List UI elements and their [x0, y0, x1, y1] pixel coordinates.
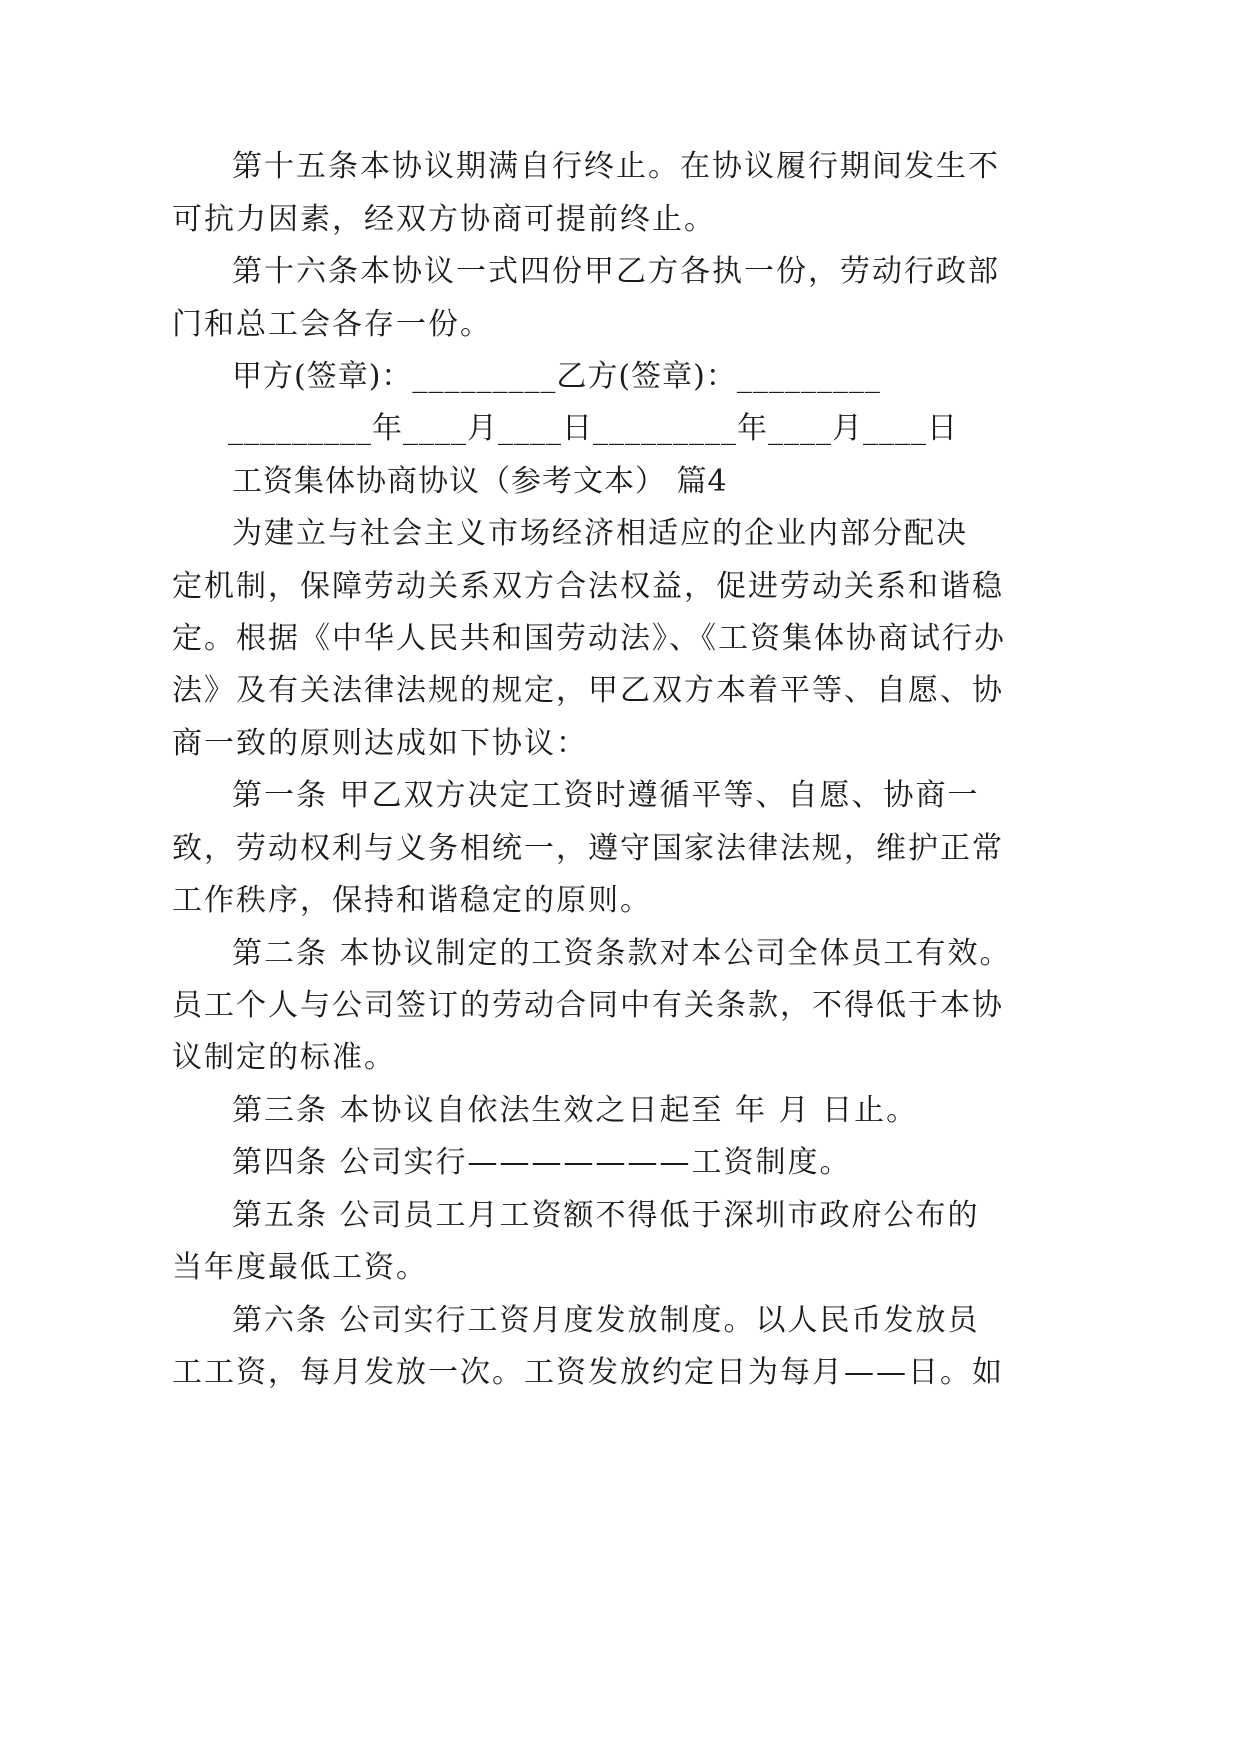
- preamble-line-5: 商一致的原则达成如下协议：: [172, 726, 588, 761]
- preamble-line-1: 为建立与社会主义市场经济相适应的企业内部分配决: [232, 516, 968, 551]
- article-2-line-3: 议制定的标准。: [172, 1040, 396, 1075]
- article-1-line-2: 致，劳动权利与义务相统一，遵守国家法律法规，维护正常: [172, 831, 1004, 866]
- signature-line: 甲方(签章)：_________乙方(签章)：_________: [232, 359, 881, 394]
- article-5-line-1: 第五条 公司员工月工资额不得低于深圳市政府公布的: [232, 1198, 980, 1233]
- article-15-line-2: 可抗力因素，经双方协商可提前终止。: [172, 202, 716, 237]
- article-3-line-1: 第三条 本协议自依法生效之日起至 年 月 日止。: [232, 1093, 919, 1128]
- article-1-line-1: 第一条 甲乙双方决定工资时遵循平等、自愿、协商一: [232, 778, 980, 813]
- article-16-line-2: 门和总工会各存一份。: [172, 307, 492, 342]
- article-6-line-1: 第六条 公司实行工资月度发放制度。以人民币发放员: [232, 1303, 980, 1338]
- article-2-line-2: 员工个人与公司签订的劳动合同中有关条款，不得低于本协: [172, 988, 1004, 1023]
- article-5-line-2: 当年度最低工资。: [172, 1250, 428, 1285]
- preamble-line-3: 定。根据《中华人民共和国劳动法》、《工资集体协商试行办: [172, 621, 1006, 656]
- date-line: _________年____月____日_________年____月____日: [228, 411, 958, 446]
- article-6-line-2: 工工资，每月发放一次。工资发放约定日为每月——日。如: [172, 1355, 1004, 1390]
- article-15-line-1: 第十五条本协议期满自行终止。在协议履行期间发生不: [232, 149, 1000, 184]
- preamble-line-2: 定机制，保障劳动关系双方合法权益，促进劳动关系和谐稳: [172, 569, 1004, 604]
- section-title: 工资集体协商协议（参考文本） 篇4: [232, 464, 728, 499]
- preamble-line-4: 法》及有关法律法规的规定，甲乙双方本着平等、自愿、协: [172, 673, 1004, 708]
- article-2-line-1: 第二条 本协议制定的工资条款对本公司全体员工有效。: [232, 936, 1012, 971]
- article-1-line-3: 工作秩序，保持和谐稳定的原则。: [172, 883, 652, 918]
- article-4-line-1: 第四条 公司实行———————工资制度。: [232, 1145, 852, 1180]
- article-16-line-1: 第十六条本协议一式四份甲乙方各执一份，劳动行政部: [232, 254, 1000, 289]
